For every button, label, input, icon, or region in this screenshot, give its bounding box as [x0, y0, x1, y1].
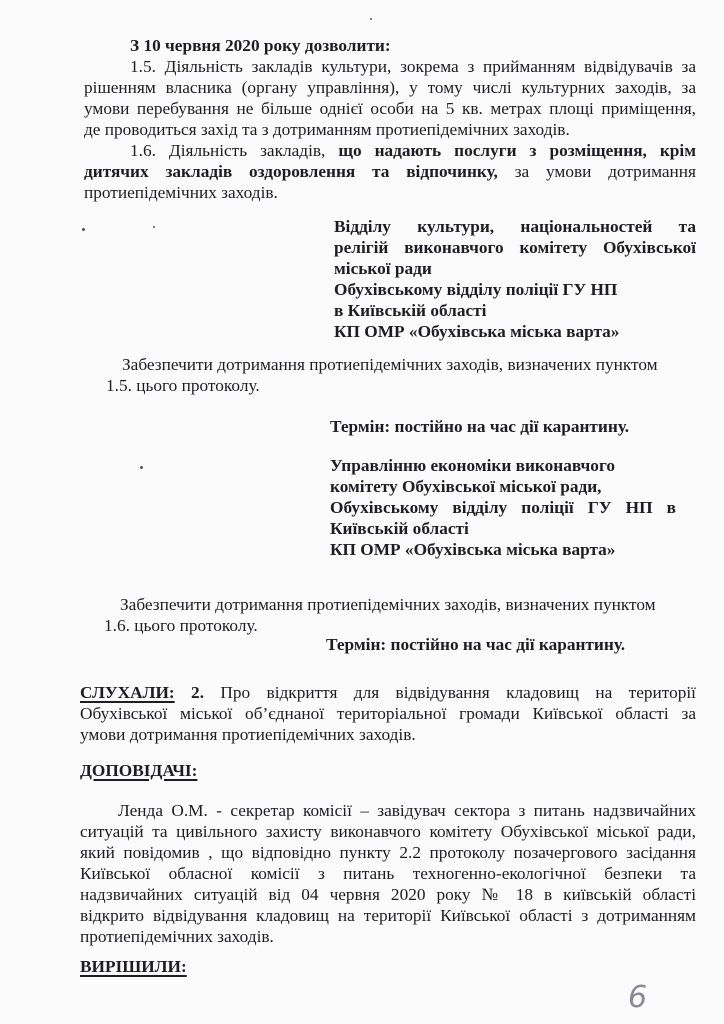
scan-speck — [82, 228, 85, 231]
task-2-line: Забезпечити дотримання протиепідемічних заходів, визначених пунктом — [120, 595, 656, 614]
item-1-5-line: де проводиться захід та з дотриманням протиепідемічних заходів. — [84, 120, 570, 139]
task-1-line: 1.5. цього протоколу. — [106, 376, 260, 395]
responsible-1-line: в Київській області — [334, 301, 487, 320]
speakers-label: ДОПОВІДАЧІ: — [80, 761, 198, 780]
item-1-6 — [84, 140, 696, 203]
speakers-line: Ленда О.М. - секретар комісії – завідувач сектора з питань надзвичайних — [118, 801, 696, 820]
responsible-2-line: КП ОМР «Обухівська міська варта» — [330, 540, 616, 559]
speakers-text — [80, 800, 696, 947]
item-1-6-line — [84, 161, 696, 182]
speakers-line: який повідомив , що відповідно пункту 2.2 протоколу позачергового засідання — [80, 843, 696, 862]
responsible-1-line: КП ОМР «Обухівська міська варта» — [334, 322, 620, 341]
intro-heading: З 10 червня 2020 року дозволити: — [130, 36, 391, 55]
item-1-5-line: 1.5. Діяльність закладів культури, зокрема з прийманням відвідувачів за — [130, 57, 696, 76]
task-2-line: 1.6. цього протоколу. — [104, 616, 258, 635]
speakers-line: Київської обласної комісії з питань техногенно-екологічної безпеки та — [80, 864, 696, 883]
task-1 — [106, 354, 696, 396]
item-1-6-suffix: за умови дотримання — [514, 162, 697, 181]
item-1-6-bold-2: дитячих закладів оздоровлення та відпочинку, — [84, 162, 498, 181]
speakers-line: відкрито відвідування кладовищ на території Київської області з дотриманням — [80, 906, 696, 925]
item-1-6-prefix: 1.6. Діяльність закладів, — [130, 141, 339, 160]
deadline-1: Термін: постійно на час дії карантину. — [330, 417, 630, 436]
speakers-line: ситуацій та цивільного захисту виконавчого комітету Обухівської міської ради, — [80, 822, 696, 841]
scan-speck — [370, 18, 372, 20]
responsible-1-line: релігій виконавчого комітету Обухівської — [334, 238, 696, 257]
scan-speck — [153, 226, 155, 228]
heard-text: Про відкриття для відвідування кладовищ на території — [220, 683, 696, 702]
page-number: 6 — [628, 980, 648, 1015]
responsible-1-line: Відділу культури, національностей та — [334, 217, 696, 236]
responsible-block-1 — [334, 216, 696, 342]
responsible-2-line: комітету Обухівської міської ради, — [330, 477, 602, 496]
item-1-6-line — [84, 140, 696, 161]
heard-section — [80, 682, 696, 745]
speakers-line: протиепідемічних заходів. — [80, 927, 274, 946]
heard-line: умови дотримання протиепідемічних заходів. — [80, 725, 416, 744]
responsible-2-line: Обухівському відділу поліції ГУ НП в — [330, 498, 676, 517]
item-1-5 — [84, 56, 696, 140]
item-1-6-line: протиепідемічних заходів. — [84, 183, 278, 202]
decided-label: ВИРІШИЛИ: — [80, 957, 187, 976]
deadline-2: Термін: постійно на час дії карантину. — [326, 635, 626, 654]
item-1-5-line: умови перебування не більше однієї особи на 5 кв. метрах площі приміщення, — [84, 99, 696, 118]
responsible-block-2 — [330, 455, 676, 560]
speakers-line: надзвичайних ситуацій від 04 червня 2020 року № 18 в київській області — [80, 885, 696, 904]
responsible-1-line: міської ради — [334, 259, 432, 278]
task-1-line: Забезпечити дотримання протиепідемічних заходів, визначених пунктом — [122, 355, 658, 374]
item-1-5-line: рішенням власника (органу управління), у тому числі культурних заходів, за — [84, 78, 696, 97]
heard-label: СЛУХАЛИ: — [80, 683, 175, 702]
responsible-2-line: Управлінню економіки виконавчого — [330, 456, 616, 475]
scan-speck — [140, 466, 143, 469]
heard-line: Обухівської міської об’єднаної територіальної громади Київської області за — [80, 704, 696, 723]
heard-line — [80, 682, 696, 703]
responsible-2-line: Київській області — [330, 519, 469, 538]
responsible-1-line: Обухівському відділу поліції ГУ НП — [334, 280, 618, 299]
heard-number: 2. — [191, 683, 205, 702]
item-1-6-bold-1: що надають послуги з розміщення, крім — [338, 141, 696, 160]
task-2 — [104, 594, 694, 636]
